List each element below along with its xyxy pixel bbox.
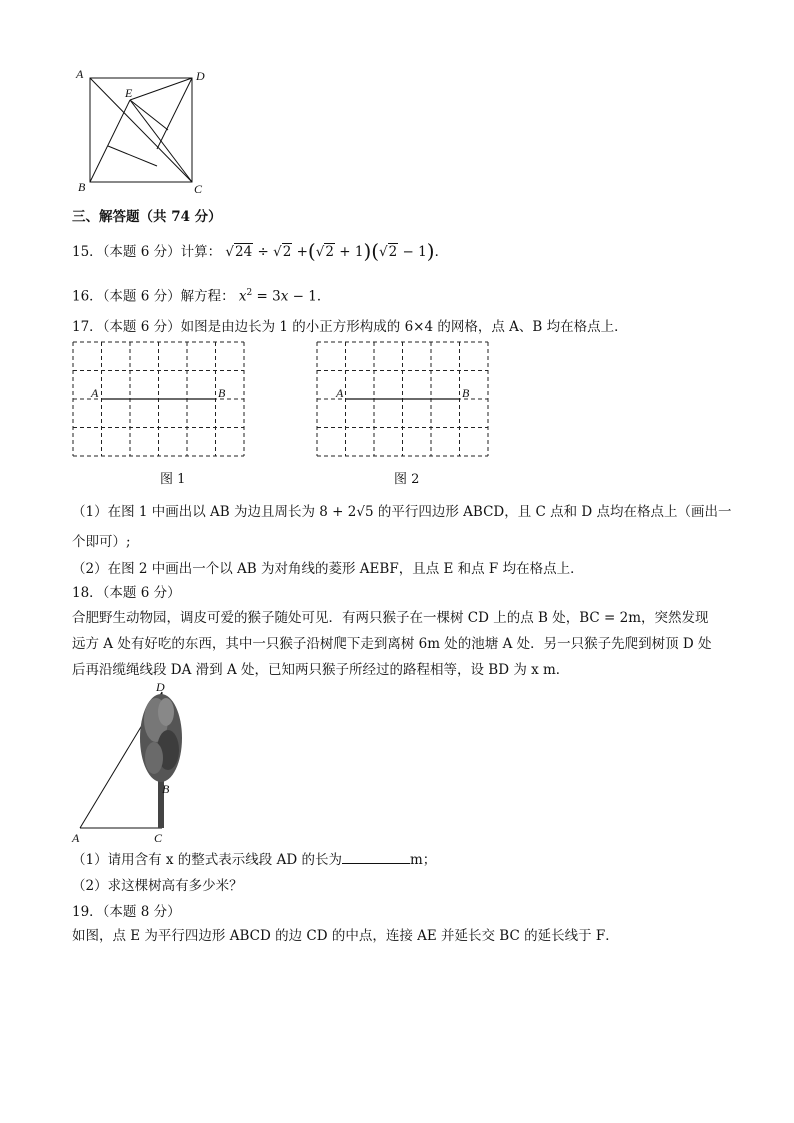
q18-line3: 后再沿缆绳线段 DA 滑到 A 处，已知两只猴子所经过的路程相等，设 BD 为 x m． — [72, 662, 570, 678]
tree-drawing — [140, 694, 182, 828]
q18-part1 — [72, 850, 436, 870]
q17-points: （本题 6 分） — [102, 319, 181, 335]
tree-label-c: C — [154, 831, 163, 845]
tree-label-b: B — [162, 782, 170, 796]
q18-part1-text: （1）请用含有 x 的整式表示线段 AD 的长为 — [72, 852, 342, 868]
segment-inner-1 — [108, 146, 157, 166]
q16-x: x — [238, 288, 247, 305]
q15-minus: − — [402, 244, 414, 260]
q18-part2: （2）求这棵树高有多少米？ — [72, 878, 243, 894]
grid1-label-a: A — [91, 386, 99, 400]
q15-sqrt2-a: 2 — [282, 244, 292, 260]
q18-header: 18．（本题 6 分） — [72, 585, 181, 601]
grid1-label-b: B — [218, 386, 226, 400]
q18-line2: 远方 A 处有好吃的东西，其中一只猴子沿树爬下走到离树 6m 处的池塘 A 处．另一只猴子先爬到树顶 D 处 — [72, 636, 712, 652]
q15-end: ． — [434, 244, 449, 260]
q17-part1-line2: 个即可）; — [72, 534, 131, 550]
q19-line1: 如图，点 E 为平行四边形 ABCD 的边 CD 的中点，连接 AE 并延长交 BC 的延长线于 F． — [72, 928, 619, 944]
q17-text: 如图是由边长为 1 的小正方形构成的 6×4 的网格，点 A、B 均在格点上． — [180, 319, 628, 335]
tree-figure — [66, 680, 206, 850]
label-e: E — [125, 86, 133, 100]
q15-sqrt2-b: 2 — [325, 244, 334, 260]
label-b: B — [78, 180, 86, 194]
diagonal-ac — [90, 78, 192, 182]
question-15: 15．（本题 6 分）计算： √24 ÷ √2 +(√2 + 1)(√2 − 1)． — [72, 239, 449, 263]
q15-one-a: 1 — [354, 244, 364, 260]
label-a: A — [76, 67, 84, 81]
grid-figure-2 — [314, 340, 494, 460]
q15-points: （本题 6 分） — [102, 244, 181, 260]
square-figure — [72, 66, 212, 196]
q16-number: 16． — [72, 288, 103, 305]
q15-plus-2: + — [339, 244, 351, 260]
q15-sqrt24: 24 — [235, 244, 253, 260]
q19-header: 19．（本题 8 分） — [72, 904, 181, 920]
q17-number: 17． — [72, 319, 103, 335]
question-17-stem — [72, 317, 628, 337]
grid-figure-1 — [70, 340, 250, 460]
q16-sup: 2 — [246, 288, 253, 298]
question-16 — [72, 283, 330, 307]
q16-text: 解方程： — [180, 288, 235, 305]
q15-text: 计算： — [180, 244, 222, 260]
q18-line1: 合肥野生动物园，调皮可爱的猴子随处可见．有两只猴子在一棵树 CD 上的点 B 处，BC = 2m，突然发现 — [72, 610, 709, 626]
label-d: D — [196, 69, 205, 83]
q16-eq-right: = 3 — [252, 288, 281, 305]
q17-part2: （2）在图 2 中画出一个以 AB 为对角线的菱形 AEBF，且点 E 和点 F 均在格点上． — [72, 561, 584, 577]
section-heading: 三、解答题（共 74 分） — [72, 209, 222, 225]
q15-sqrt2-c: 2 — [388, 244, 398, 260]
q15-plus: + — [296, 244, 308, 260]
q15-number: 15． — [72, 244, 103, 260]
label-c: C — [194, 182, 203, 196]
q15-div: ÷ — [257, 244, 269, 260]
q16-points: （本题 6 分） — [102, 288, 181, 305]
grid2-label-b: B — [462, 386, 470, 400]
tree-label-d: D — [156, 680, 165, 694]
grid2-label-a: A — [336, 386, 344, 400]
q16-x2: x — [280, 288, 289, 305]
q17-part1-line1: （1）在图 1 中画出以 AB 为边且周长为 8 + 2√5 的平行四边形 ABCD，且 C 点和 D 点均在格点上（画出一 — [72, 504, 732, 520]
q15-one-b: 1 — [418, 244, 427, 260]
caption-figure-1: 图 1 — [160, 472, 186, 487]
tree-label-a: A — [72, 831, 80, 845]
q18-part1-unit: m； — [409, 852, 437, 868]
caption-figure-2: 图 2 — [394, 472, 420, 487]
answer-blank[interactable] — [342, 850, 410, 864]
q16-tail: − 1． — [288, 288, 331, 305]
